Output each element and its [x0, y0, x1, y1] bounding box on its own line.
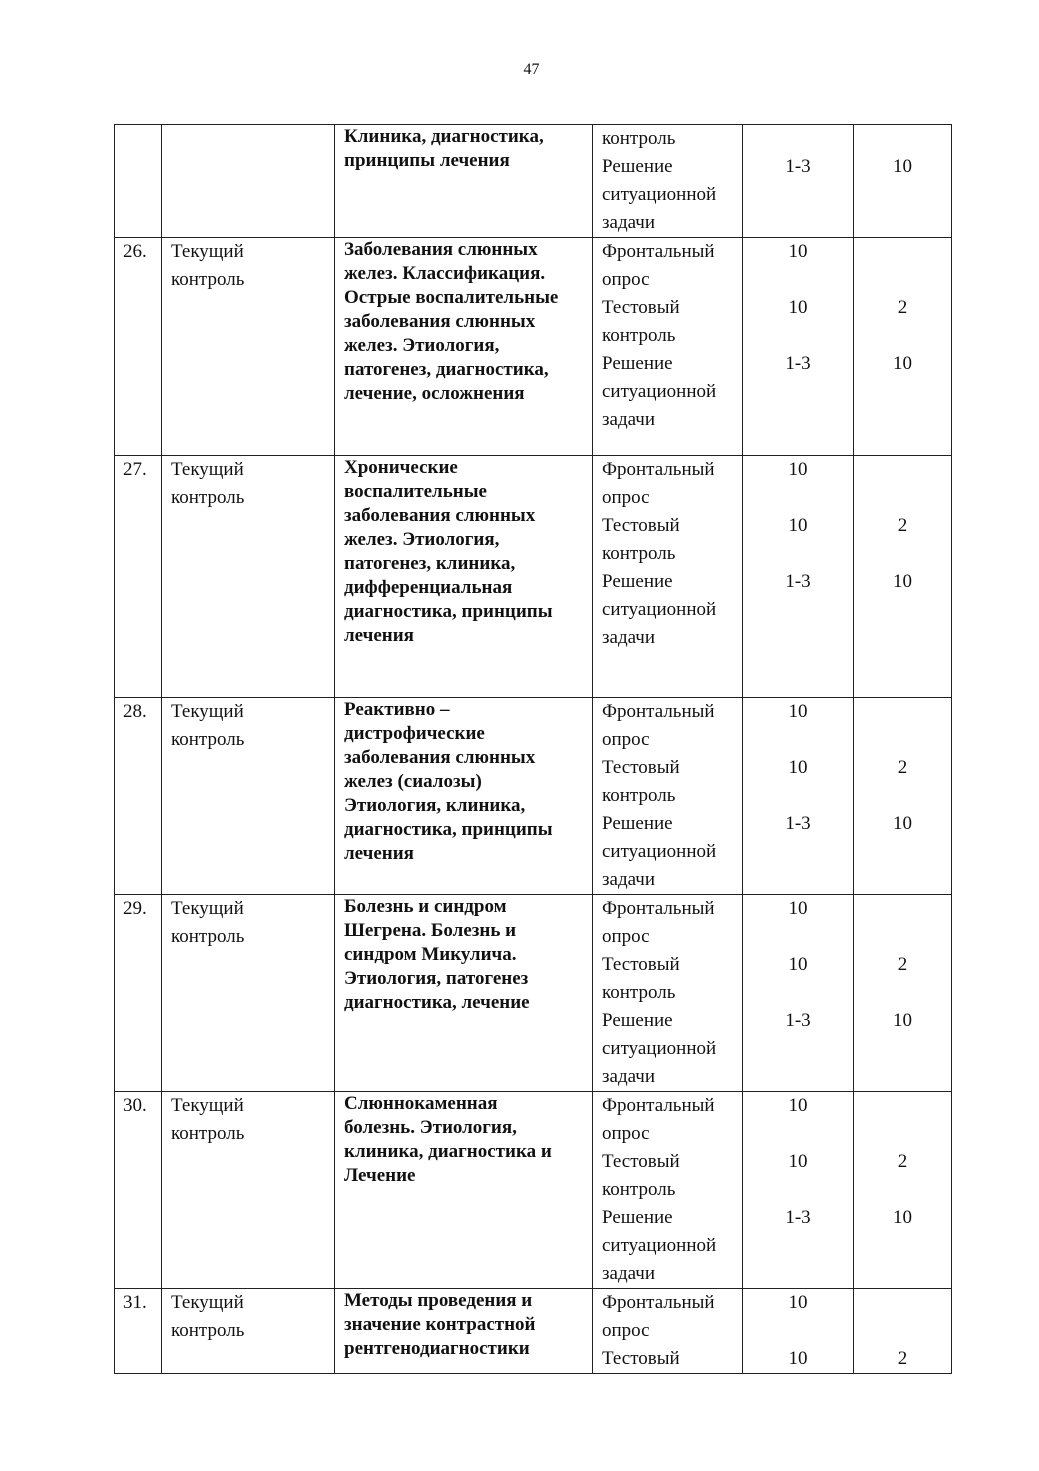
score-value: 1-3 [785, 1207, 811, 1228]
points-cell [854, 1289, 952, 1374]
method-line: контроль [602, 1179, 676, 1200]
method-line: Решение [602, 813, 673, 834]
points-value [854, 1232, 951, 1260]
points-value [854, 895, 951, 923]
score-value: 10 [788, 297, 808, 318]
method-line: Тестовый [602, 1348, 680, 1369]
row-number-cell [115, 895, 162, 1092]
points-value: 10 [893, 1207, 912, 1228]
method-line: Тестовый [602, 757, 680, 778]
points-value [854, 1092, 951, 1120]
method-line: задачи [602, 627, 656, 648]
topic-line: заболевания слюнных [344, 505, 536, 526]
score-value [743, 726, 853, 754]
topic-line: синдром Микулича. [344, 944, 517, 965]
method-line: ситуационной [602, 184, 717, 205]
points-value [854, 866, 951, 894]
method-cell [593, 125, 743, 238]
page-number: 47 [523, 61, 540, 78]
topic-line: заболевания слюнных [344, 747, 536, 768]
table-row [115, 1289, 952, 1374]
points-value: 10 [893, 156, 912, 177]
score-cell [743, 1289, 854, 1374]
method-cell [593, 1289, 743, 1374]
method-line: задачи [602, 1263, 656, 1284]
topic-line: Заболевания слюнных [344, 239, 538, 260]
method-line: ситуационной [602, 381, 717, 402]
method-line: ситуационной [602, 1038, 717, 1059]
control-type-cell [162, 456, 335, 698]
method-line: Фронтальный [602, 1095, 715, 1116]
score-cell [743, 1092, 854, 1289]
topic-line: значение контрастной [344, 1314, 536, 1335]
method-line: Решение [602, 1010, 673, 1031]
method-line: задачи [602, 869, 656, 890]
topic-line: Методы проведения и [344, 1290, 533, 1311]
points-value [854, 322, 951, 350]
topic-line: диагностика, принципы [344, 819, 553, 840]
points-cell [854, 238, 952, 456]
points-cell [854, 456, 952, 698]
topic-line: желез. Этиология, [344, 335, 500, 356]
method-line: Решение [602, 156, 673, 177]
topic-line: воспалительные [344, 481, 487, 502]
method-line: ситуационной [602, 1235, 717, 1256]
topic-line: дистрофические [344, 723, 485, 744]
table-row [115, 125, 952, 238]
topic-line: заболевания слюнных [344, 311, 536, 332]
method-line: контроль [602, 325, 676, 346]
topic-line: Этиология, патогенез [344, 968, 529, 989]
score-cell [743, 895, 854, 1092]
points-value [854, 456, 951, 484]
score-value [743, 125, 853, 153]
topic-line: диагностика, принципы [344, 601, 553, 622]
points-value [854, 726, 951, 754]
points-cell [854, 698, 952, 895]
control-type-cell [162, 895, 335, 1092]
points-value [854, 838, 951, 866]
method-line: Фронтальный [602, 459, 715, 480]
method-line: контроль [602, 982, 676, 1003]
score-value [743, 484, 853, 512]
score-value [743, 1120, 853, 1148]
score-value: 10 [788, 1292, 808, 1313]
topic-line: лечения [344, 625, 414, 646]
topic-line: клиника, диагностика и [344, 1141, 552, 1162]
score-value: 1-3 [785, 813, 811, 834]
method-line: опрос [602, 269, 650, 290]
score-cell [743, 125, 854, 238]
score-value [743, 181, 853, 209]
row-number: 30. [123, 1095, 147, 1116]
score-value [743, 209, 853, 237]
topic-cell [335, 1092, 593, 1289]
points-value [854, 266, 951, 294]
topic-cell [335, 895, 593, 1092]
score-cell [743, 698, 854, 895]
method-cell [593, 895, 743, 1092]
method-line: Тестовый [602, 954, 680, 975]
topic-line: Лечение [344, 1165, 416, 1186]
topic-line: Шегрена. Болезнь и [344, 920, 517, 941]
score-value: 10 [788, 1348, 808, 1369]
method-line: контроль [602, 785, 676, 806]
score-value: 1-3 [785, 353, 811, 374]
topic-line: желез. Этиология, [344, 529, 500, 550]
points-cell [854, 1092, 952, 1289]
method-line: опрос [602, 926, 650, 947]
score-value: 10 [788, 898, 808, 919]
score-value [743, 378, 853, 406]
score-value: 1-3 [785, 571, 811, 592]
method-line: задачи [602, 409, 656, 430]
row-number: 31. [123, 1292, 147, 1313]
points-value [854, 624, 951, 652]
table-row [115, 456, 952, 698]
points-value [854, 1260, 951, 1288]
row-number: 26. [123, 241, 147, 262]
topic-line: желез (сиалозы) [344, 771, 482, 792]
topic-cell [335, 1289, 593, 1374]
method-line: Тестовый [602, 297, 680, 318]
points-value [854, 406, 951, 434]
topic-line: лечение, осложнения [344, 383, 525, 404]
method-line: опрос [602, 729, 650, 750]
points-value [854, 378, 951, 406]
score-value: 1-3 [785, 156, 811, 177]
method-line: ситуационной [602, 599, 717, 620]
topic-line: рентгенодиагностики [344, 1338, 530, 1359]
score-value [743, 1035, 853, 1063]
points-value [854, 596, 951, 624]
points-value: 2 [897, 757, 908, 778]
points-value: 2 [897, 515, 908, 536]
score-value [743, 1232, 853, 1260]
topic-cell [335, 456, 593, 698]
score-value [743, 406, 853, 434]
control-type-line: Текущий [171, 701, 244, 722]
control-type-cell [162, 125, 335, 238]
points-value [854, 1063, 951, 1091]
row-number [123, 125, 161, 153]
method-line: Фронтальный [602, 701, 715, 722]
score-cell [743, 238, 854, 456]
control-type-cell [162, 1289, 335, 1374]
score-value: 10 [788, 701, 808, 722]
score-value: 10 [788, 1095, 808, 1116]
score-value [743, 1260, 853, 1288]
topic-cell [335, 125, 593, 238]
score-value: 10 [788, 515, 808, 536]
control-type-cell [162, 238, 335, 456]
points-value [854, 782, 951, 810]
points-value [854, 1289, 951, 1317]
points-value: 10 [893, 353, 912, 374]
topic-cell [335, 698, 593, 895]
score-value [743, 1317, 853, 1345]
score-value: 10 [788, 954, 808, 975]
row-number-cell [115, 125, 162, 238]
points-value: 10 [893, 1010, 912, 1031]
row-number: 27. [123, 459, 147, 480]
points-value: 10 [893, 813, 912, 834]
method-line: задачи [602, 212, 656, 233]
topic-line: болезнь. Этиология, [344, 1117, 517, 1138]
method-line: задачи [602, 1066, 656, 1087]
method-line: Решение [602, 1207, 673, 1228]
score-value [743, 322, 853, 350]
topic-line: диагностика, лечение [344, 992, 530, 1013]
control-type-cell [162, 1092, 335, 1289]
method-cell [593, 456, 743, 698]
points-value: 2 [897, 1348, 908, 1369]
method-line: Решение [602, 353, 673, 374]
topic-line: желез. Классификация. [344, 263, 546, 284]
points-cell [854, 125, 952, 238]
score-value [743, 866, 853, 894]
points-value [854, 698, 951, 726]
points-value [854, 1317, 951, 1345]
score-value: 10 [788, 459, 808, 480]
score-value [743, 624, 853, 652]
points-value [854, 181, 951, 209]
score-value [743, 979, 853, 1007]
score-value [743, 266, 853, 294]
points-value [854, 484, 951, 512]
control-type-line: контроль [171, 729, 245, 750]
row-number-cell [115, 698, 162, 895]
score-value [743, 782, 853, 810]
score-value [743, 838, 853, 866]
control-type-line: Текущий [171, 459, 244, 480]
topic-line: патогенез, диагностика, [344, 359, 549, 380]
method-line: Решение [602, 571, 673, 592]
score-value [743, 596, 853, 624]
score-value: 10 [788, 241, 808, 262]
points-value [854, 1120, 951, 1148]
score-value [743, 1063, 853, 1091]
table-row [115, 1092, 952, 1289]
points-value [854, 923, 951, 951]
table-row [115, 698, 952, 895]
row-number: 28. [123, 701, 147, 722]
topic-line: принципы лечения [344, 150, 510, 171]
method-cell [593, 238, 743, 456]
method-line: Тестовый [602, 1151, 680, 1172]
points-value: 2 [897, 954, 908, 975]
score-value: 10 [788, 757, 808, 778]
method-line: опрос [602, 1123, 650, 1144]
points-value [854, 125, 951, 153]
row-number-cell [115, 238, 162, 456]
method-line: Тестовый [602, 515, 680, 536]
control-type-line: контроль [171, 269, 245, 290]
score-value [743, 540, 853, 568]
row-number-cell [115, 1289, 162, 1374]
points-cell [854, 895, 952, 1092]
method-line: контроль [602, 128, 676, 149]
method-line: Фронтальный [602, 1292, 715, 1313]
table-row [115, 895, 952, 1092]
method-line: Фронтальный [602, 241, 715, 262]
row-number-cell [115, 1092, 162, 1289]
points-value: 10 [893, 571, 912, 592]
control-type-line: контроль [171, 926, 245, 947]
topic-line: Реактивно – [344, 699, 450, 720]
row-number-cell [115, 456, 162, 698]
method-line: опрос [602, 487, 650, 508]
topic-line: Хронические [344, 457, 458, 478]
score-value: 10 [788, 1151, 808, 1172]
topic-line: Слюннокаменная [344, 1093, 498, 1114]
control-type-line: Текущий [171, 1292, 244, 1313]
control-type-line: Текущий [171, 241, 244, 262]
control-type-cell [162, 698, 335, 895]
points-value [854, 540, 951, 568]
points-value: 2 [897, 297, 908, 318]
topic-line: Этиология, клиника, [344, 795, 526, 816]
row-number: 29. [123, 898, 147, 919]
score-value [743, 923, 853, 951]
points-value [854, 209, 951, 237]
control-type-line: контроль [171, 1123, 245, 1144]
control-type-line: контроль [171, 1320, 245, 1341]
assessment-table [114, 124, 952, 1374]
score-value: 1-3 [785, 1010, 811, 1031]
control-type-line: Текущий [171, 1095, 244, 1116]
topic-cell [335, 238, 593, 456]
topic-line: Острые воспалительные [344, 287, 559, 308]
topic-line: дифференциальная [344, 577, 513, 598]
topic-line: Клиника, диагностика, [344, 126, 544, 147]
points-value: 2 [897, 1151, 908, 1172]
method-line: опрос [602, 1320, 650, 1341]
topic-line: Болезнь и синдром [344, 896, 507, 917]
score-cell [743, 456, 854, 698]
score-value [743, 1176, 853, 1204]
control-type-line: контроль [171, 487, 245, 508]
points-value [854, 979, 951, 1007]
method-line: контроль [602, 543, 676, 564]
method-line: Фронтальный [602, 898, 715, 919]
method-line: ситуационной [602, 841, 717, 862]
points-value [854, 1176, 951, 1204]
topic-line: патогенез, клиника, [344, 553, 516, 574]
control-type-line: Текущий [171, 898, 244, 919]
topic-line: лечения [344, 843, 414, 864]
method-cell [593, 698, 743, 895]
points-value [854, 238, 951, 266]
points-value [854, 1035, 951, 1063]
method-cell [593, 1092, 743, 1289]
table-row [115, 238, 952, 456]
